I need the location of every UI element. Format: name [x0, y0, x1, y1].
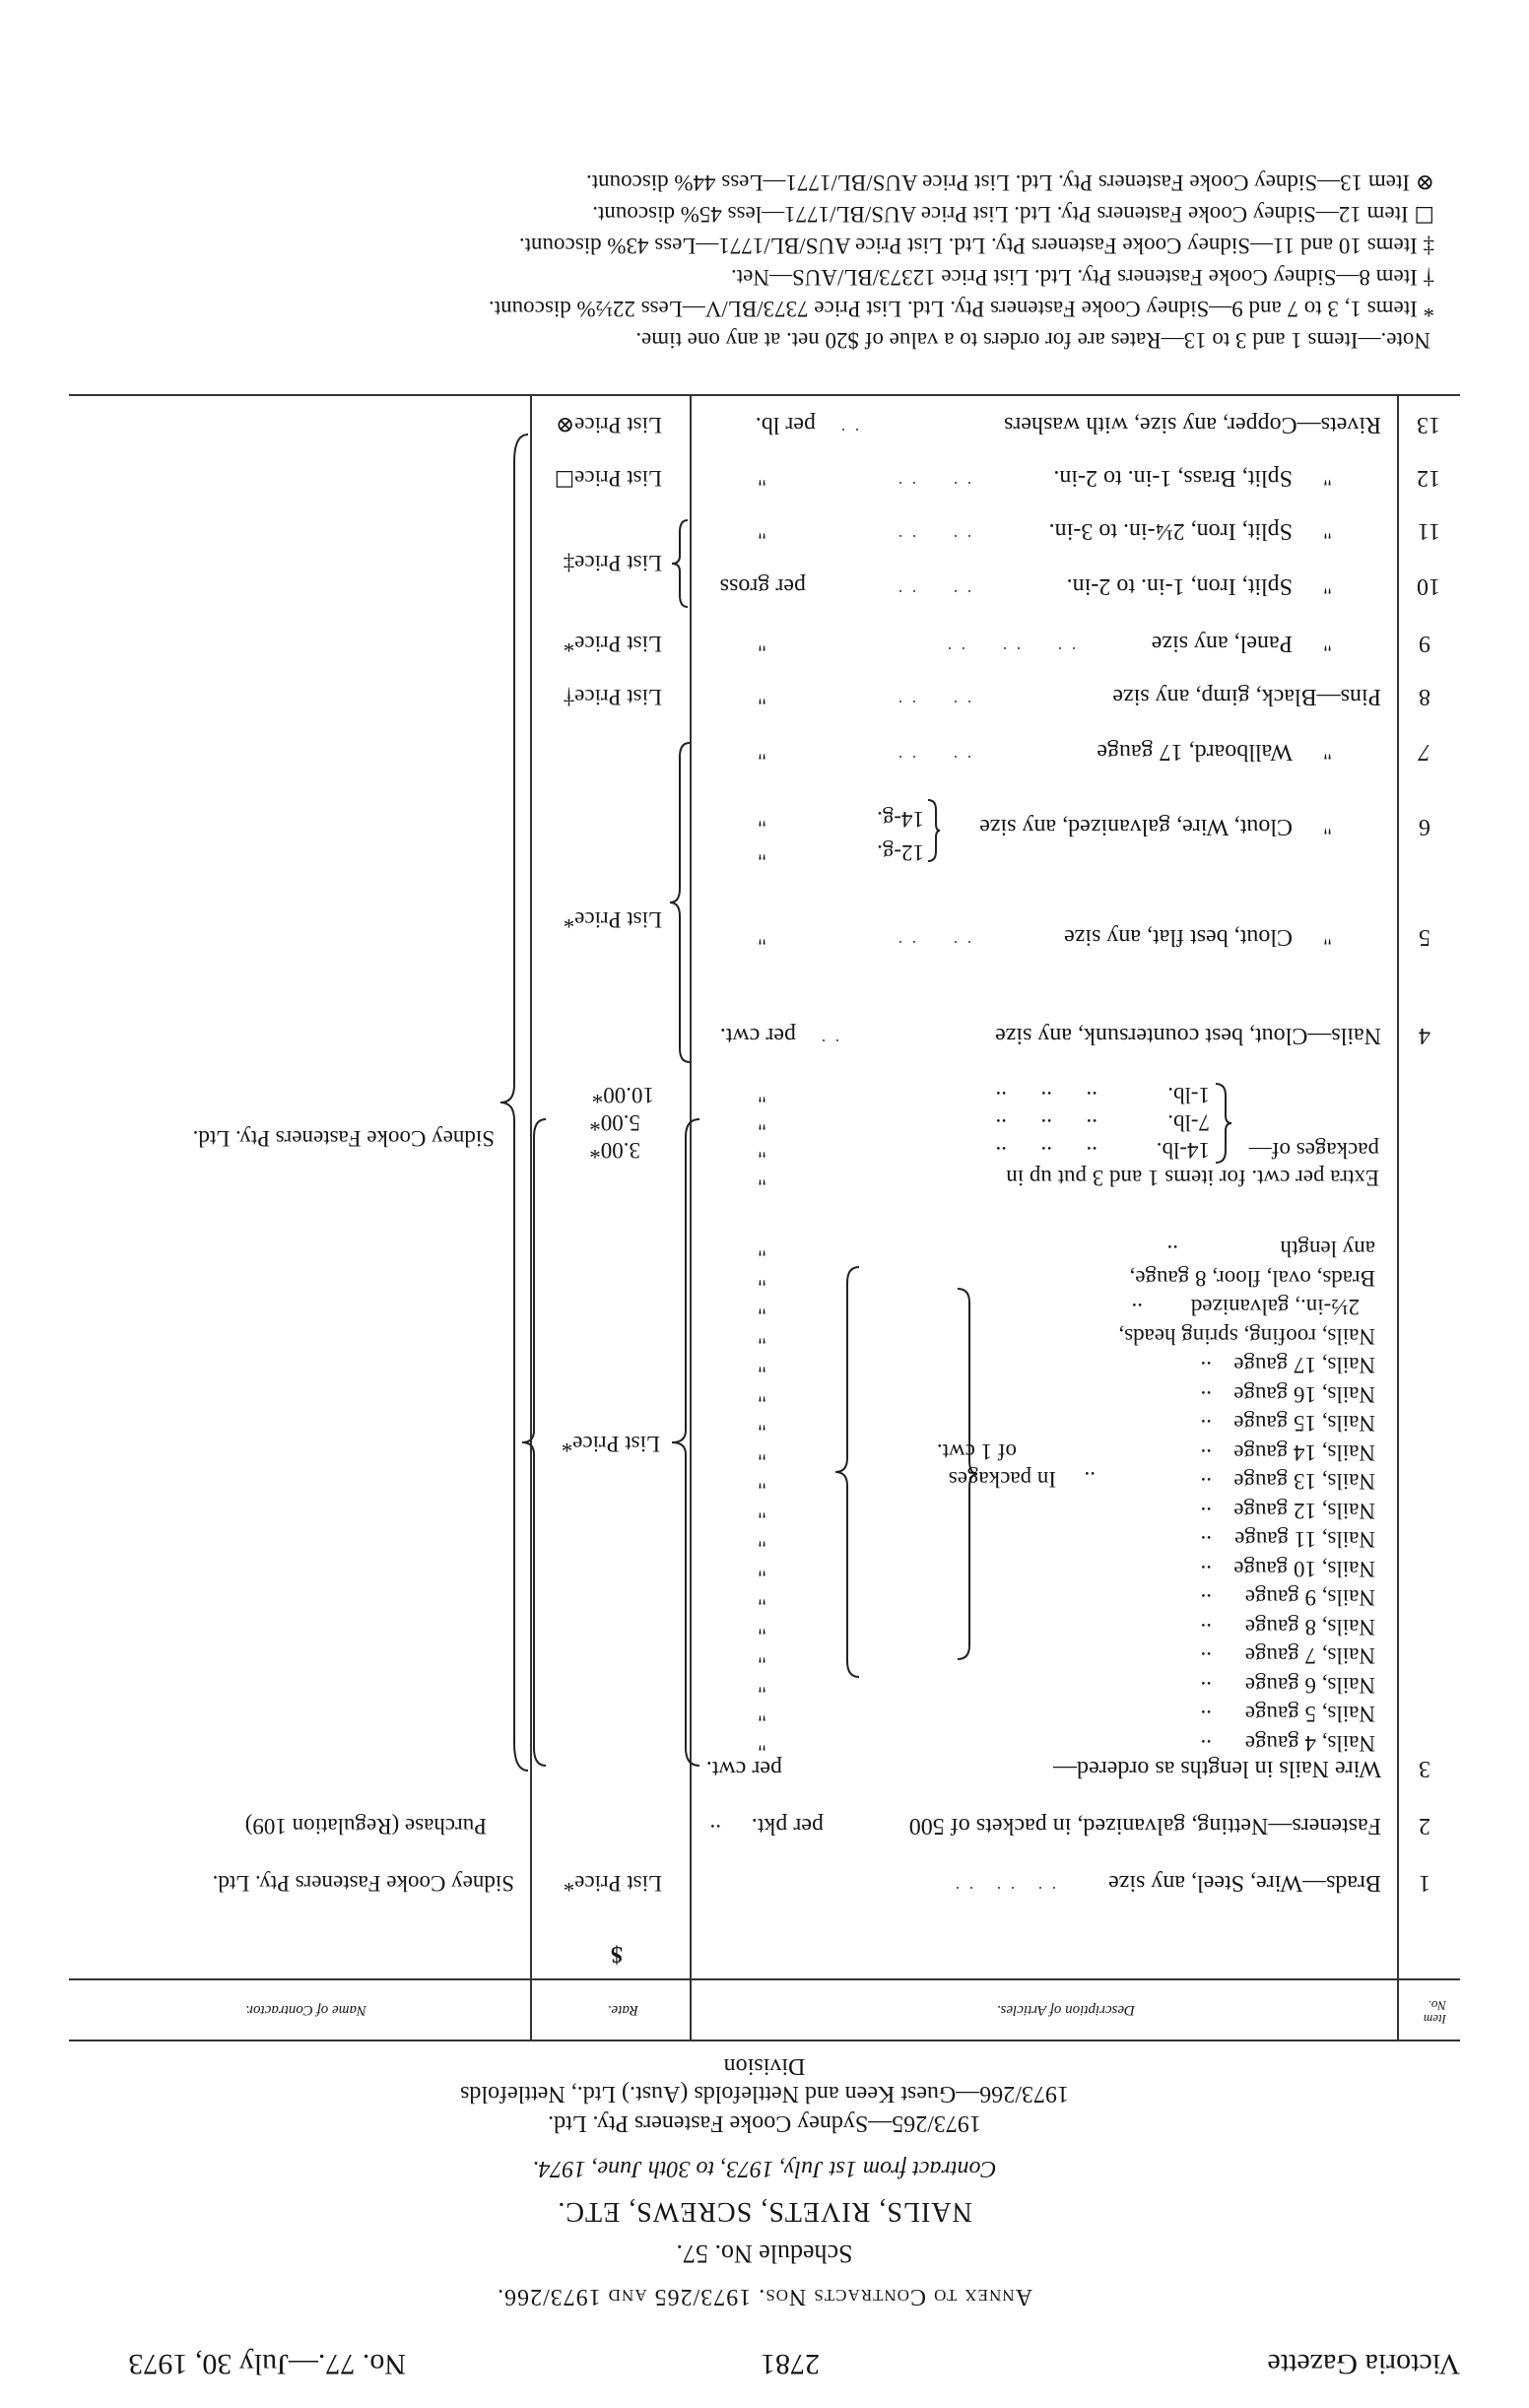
footnote-line: ⊗ Item 13—Sidney Cooke Fasteners Pty. Ltd. List Price AUS/BL/1771—Less 44% discount. — [585, 170, 1434, 195]
ditto-mark: " — [758, 1138, 766, 1163]
leader-dots: .. — [1200, 1531, 1212, 1556]
item-number: 4 — [1419, 1023, 1430, 1048]
nail-gauge-item: Nails, 10 gauge — [1233, 1557, 1375, 1581]
item-description: Split, Brass, 1-in. to 2-in. — [1053, 465, 1293, 491]
ditto-mark: " — [758, 1702, 766, 1726]
extra-line-1: Extra per cwt. for items 1 and 3 put up in — [1006, 1166, 1379, 1190]
item-number: 1 — [1419, 1870, 1430, 1896]
nail-gauge-item: Nails, roofing, spring heads, — [1118, 1324, 1375, 1349]
ditto-mark: " — [758, 1295, 766, 1319]
item-description: Rivets—Copper, any size, with washers — [1004, 412, 1381, 437]
leader-dots: .. — [1200, 1357, 1212, 1381]
ditto-mark: " — [758, 1353, 766, 1377]
ditto-mark: " — [758, 1469, 766, 1494]
item-number: 3 — [1419, 1756, 1430, 1781]
leader-dots: .. — [1200, 1473, 1212, 1498]
item-number: 10 — [1417, 573, 1440, 599]
contractor-line-1: 1973/265—Sydney Cooke Fasteners Pty. Ltd. — [548, 2110, 981, 2136]
col-head-description: Description of Articles. — [996, 2002, 1135, 2018]
leader-dots: .. — [1200, 1706, 1212, 1730]
item-rate: List Price‡ — [563, 551, 662, 575]
item-unit: per cwt. — [705, 1756, 782, 1781]
item-description: Wallboard, 17 gauge — [1097, 739, 1293, 765]
item-number: 6 — [1419, 814, 1430, 839]
ditto-mark: " — [758, 1411, 766, 1436]
table-bottom-rule — [69, 394, 1460, 396]
ditto-mark: " — [758, 1585, 766, 1610]
footnote-line: ☐ Item 12—Sidney Cooke Fasteners Pty. Ltd. List Price AUS/BL/1771—less 45% discount. — [592, 202, 1434, 227]
package-rate: 5.00* — [589, 1110, 640, 1135]
leader-dots: .. — [1200, 1677, 1212, 1702]
ditto-mark: " — [758, 740, 766, 765]
ditto-mark: " — [758, 1731, 766, 1756]
packages-note: In packages — [948, 1467, 1056, 1492]
ditto-mark: " — [758, 1615, 766, 1639]
ditto-mark: " — [1323, 740, 1332, 765]
footnote-line: * Items 1, 3 to 7 and 9—Sidney Cooke Fasteners Pty. Ltd. List Price 7373/BL/V—Less 22½% discount. — [489, 297, 1434, 321]
item-description: Split, Iron, 1-in. to 2-in. — [1066, 573, 1293, 599]
ditto-mark: " — [758, 466, 766, 491]
nail-gauge-item: Nails, 9 gauge — [1244, 1585, 1375, 1610]
footnote-line: † Item 8—Sidney Cooke Fasteners Pty. Ltd. List Price 12373/BL/AUS—Net. — [730, 265, 1434, 290]
item-number: 13 — [1417, 412, 1440, 437]
item-description: Brads—Wire, Steel, any size — [1108, 1870, 1381, 1896]
leader-dots: .. — [1200, 1503, 1212, 1527]
ditto-mark: " — [758, 685, 766, 709]
contractor-line-2: 1973/266—Guest Keen and Nettlefolds (Aust.) Ltd., Nettlefolds — [460, 2081, 1069, 2107]
item-contractor: Purchase (Regulation 109) — [244, 1814, 487, 1839]
nail-gauge-item: Nails, 12 gauge — [1233, 1499, 1375, 1523]
ditto-mark: " — [758, 632, 766, 656]
nail-gauge-item: Nails, 17 gauge — [1233, 1353, 1375, 1377]
leader-dots: .. — [1131, 1299, 1143, 1323]
extra-brace — [1214, 1082, 1233, 1165]
nail-gauge-item: Nails, 16 gauge — [1233, 1382, 1375, 1407]
nail-gauge-item: Nails, 13 gauge — [1233, 1469, 1375, 1494]
leader-dots: .. .. .. — [995, 1142, 1097, 1167]
nail-gauge-item: Nails, 5 gauge — [1244, 1702, 1375, 1726]
leader-dots: .. .. — [889, 697, 971, 713]
leader-dots: .. — [812, 1036, 839, 1052]
ditto-mark: " — [758, 1440, 766, 1465]
ditto-mark: " — [1323, 519, 1332, 544]
page-number: 2781 — [761, 2348, 820, 2380]
leader-dots: .. — [831, 425, 859, 441]
item-description: Panel, any size — [1151, 631, 1293, 656]
leader-dots: .. — [1200, 1561, 1212, 1585]
item-rate: List Price* — [563, 632, 662, 656]
ditto-mark: " — [758, 1643, 766, 1668]
item-description: Split, Iron, 2¼-in. to 3-in. — [1048, 518, 1293, 544]
item-number: 5 — [1419, 924, 1430, 950]
ditto-mark: " — [758, 925, 766, 950]
item-rate: List Price⊗ — [555, 413, 662, 437]
ditto-mark: " — [758, 1237, 766, 1261]
table-top-rule — [69, 2040, 1460, 2041]
ditto-mark: " — [758, 840, 766, 865]
contractor-line-3: Division — [723, 2053, 806, 2079]
ditto-mark: " — [758, 1499, 766, 1523]
sub-list-right-brace — [662, 1117, 701, 1768]
leader-dots: .. — [1200, 1735, 1212, 1760]
item-description: Nails—Clout, best countersunk, any size — [995, 1023, 1381, 1048]
leader-dots: .. .. .. — [938, 643, 1076, 660]
col-head-item: Item No. — [1423, 1998, 1446, 2027]
ditto-mark: " — [1323, 925, 1332, 950]
nail-gauge-item: Nails, 14 gauge — [1233, 1440, 1375, 1465]
ditto-mark: " — [1323, 574, 1332, 599]
item-description: Clout, best flat, any size — [1064, 924, 1293, 950]
leader-dots: .. — [1200, 1619, 1212, 1643]
item-number: 8 — [1419, 684, 1430, 709]
nail-gauge-item: Nails, 11 gauge — [1234, 1527, 1375, 1552]
ditto-mark: " — [758, 1557, 766, 1581]
rate-brace-10-11 — [670, 518, 690, 609]
ditto-mark: " — [758, 1527, 766, 1552]
gauge-option: 14-g. — [877, 807, 924, 832]
leader-dots: .. — [1200, 1647, 1212, 1672]
leader-dots: .. — [1200, 1444, 1212, 1469]
item-unit: per lb. — [755, 412, 816, 437]
item-rate: List Price* — [563, 907, 662, 932]
ditto-mark: " — [1323, 632, 1332, 656]
item-contractor: Sidney Cooke Fasteners Pty. Ltd. — [192, 1126, 495, 1151]
item-rate: List Price† — [563, 685, 662, 709]
leader-dots: .. .. — [889, 478, 971, 495]
item-description: Fasteners—Netting, galvanized, in packets of 500 — [908, 1813, 1381, 1839]
nail-gauge-item: Brads, oval, floor, 8 gauge, — [1129, 1266, 1375, 1291]
ditto-mark: " — [758, 1083, 766, 1107]
item-rate: .. — [709, 1820, 721, 1844]
item-number: 11 — [1417, 518, 1440, 544]
leader-dots: .. .. — [889, 531, 971, 548]
ditto-mark: " — [758, 1382, 766, 1407]
leader-dots: .. — [1200, 1386, 1212, 1411]
gauge-brace — [926, 798, 942, 863]
ditto-mark: " — [1323, 466, 1332, 491]
ditto-mark: " — [758, 1166, 766, 1190]
package-size: 14-lb. — [1156, 1138, 1210, 1163]
item-rate: List Price* — [561, 1432, 660, 1456]
nail-gauge-item: Nails, 6 gauge — [1244, 1673, 1375, 1698]
item-number: 2 — [1419, 1813, 1430, 1839]
leader-dots: .. .. — [889, 937, 971, 954]
rate-brace-4-7 — [666, 739, 692, 1064]
nail-gauge-item: Nails, 4 gauge — [1244, 1731, 1375, 1756]
package-rate: 3.00* — [589, 1138, 640, 1163]
item-unit: per pkt. — [751, 1813, 824, 1839]
schedule-subject: NAILS, RIVETS, SCREWS, ETC. — [557, 2196, 972, 2227]
item-number: 9 — [1419, 631, 1430, 656]
leader-dots: .. .. — [889, 752, 971, 769]
contractor-brace — [497, 433, 532, 1773]
note-line: Note.—Items 1 and 3 to 13—Rates are for orders to a value of $20 net. at any one time. — [635, 328, 1430, 353]
ditto-mark: " — [758, 807, 766, 832]
ditto-mark: " — [758, 1266, 766, 1291]
item-unit: per gross — [719, 573, 806, 599]
leader-dots: .. — [1200, 1589, 1212, 1614]
nail-gauge-item: 2½-in., galvanized — [1190, 1295, 1360, 1319]
ditto-mark: " — [1323, 815, 1332, 839]
leader-dots: .. .. .. — [995, 1114, 1097, 1139]
package-size: 7-lb. — [1167, 1110, 1210, 1135]
ditto-mark: " — [758, 1324, 766, 1349]
packages-note-dots: .. — [1084, 1467, 1096, 1492]
extra-line-2: packages of— — [1248, 1138, 1379, 1163]
leader-dots: .. .. — [889, 586, 971, 603]
item-description: Pins—Black, gimp, any size — [1112, 684, 1381, 709]
issue-date: No. 77.—July 30, 1973 — [128, 2348, 406, 2380]
leader-dots: .. .. .. — [995, 1087, 1097, 1111]
packages-note-2: of 1 cwt. — [936, 1439, 1017, 1464]
item-contractor: Sidney Cooke Fasteners Pty. Ltd. — [212, 1871, 514, 1896]
nail-gauge-item: any length — [1280, 1237, 1375, 1261]
item-number: 12 — [1417, 465, 1440, 491]
nail-gauge-item: Nails, 8 gauge — [1244, 1615, 1375, 1639]
packages-right-brace — [831, 1265, 861, 1679]
leader-dots: .. — [1166, 1240, 1178, 1265]
ditto-mark: " — [758, 519, 766, 544]
gauge-option: 12-g. — [877, 840, 924, 865]
annex-title: Annex to Contracts Nos. 1973/265 and 1973/266. — [497, 2284, 1032, 2309]
contract-period: Contract from 1st July, 1973, to 30th June, 1974. — [532, 2156, 997, 2181]
schedule-number: Schedule No. 57. — [676, 2240, 853, 2268]
item-number: 7 — [1419, 739, 1430, 765]
ditto-mark: " — [758, 1673, 766, 1698]
footnote-line: ‡ Items 10 and 11—Sidney Cooke Fasteners Pty. Ltd. List Price AUS/BL/1771—Less 43% discount. — [518, 234, 1434, 258]
item-description: Clout, Wire, galvanized, any size — [979, 814, 1293, 839]
col-head-rate: Rate. — [607, 2002, 638, 2018]
leader-dots: .. — [1200, 1415, 1212, 1439]
nail-gauge-item: Nails, 15 gauge — [1233, 1411, 1375, 1436]
table-head-rule — [69, 1978, 1460, 1980]
item-description: Wire Nails in lengths as ordered— — [1053, 1756, 1381, 1781]
leader-dots: .. .. .. — [946, 1883, 1056, 1900]
item-rate: List Price☐ — [554, 466, 662, 491]
item-rate: List Price* — [563, 1871, 662, 1896]
col-divider-item — [1397, 396, 1399, 2041]
publication-title: Victoria Gazette — [1267, 2348, 1460, 2380]
package-size: 1-lb. — [1167, 1083, 1210, 1107]
ditto-mark: " — [758, 1110, 766, 1135]
currency-symbol: $ — [611, 1941, 623, 1967]
nail-gauge-item: Nails, 7 gauge — [1244, 1643, 1375, 1668]
item-unit: per cwt. — [719, 1023, 796, 1048]
package-rate: 10.00* — [591, 1083, 654, 1107]
col-head-contractor: Name of Contractor. — [245, 2002, 366, 2018]
